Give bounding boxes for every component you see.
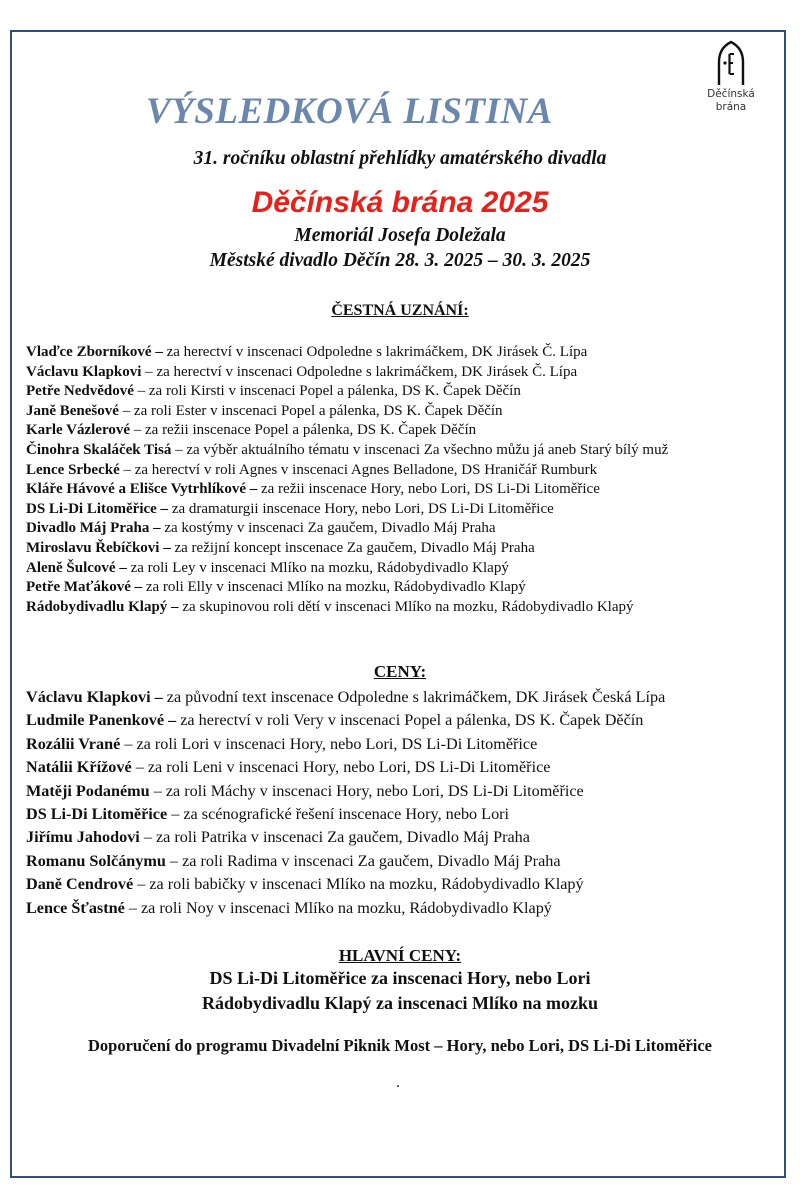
festival-logo bbox=[700, 40, 762, 130]
award-description: – za scénografické řešení inscenace Hory, nebo Lori bbox=[167, 805, 510, 824]
list-item bbox=[26, 363, 668, 383]
award-description: za režijní koncept inscenace Za gaučem, Divadlo Máj Praha bbox=[170, 539, 535, 556]
awardee-name: Ludmile Panenkové – bbox=[26, 711, 177, 730]
award-description: – za roli Kirsti v inscenaci Popel a pálenka, DS K. Čapek Děčín bbox=[133, 383, 521, 400]
logo-text-line2: brána bbox=[715, 101, 747, 113]
award-description: – za roli Máchy v inscenaci Hory, nebo Lori, DS Li-Di Litoměřice bbox=[149, 781, 584, 800]
awardee-name: Rozálii Vrané bbox=[26, 734, 121, 753]
main-prize-1: DS Li-Di Litoměřice za inscenaci Hory, nebo Lori bbox=[209, 968, 591, 988]
award-description: za skupinovou roli dětí v inscenaci Mlíko na mozku, Rádobydivadlo Klapý bbox=[178, 598, 634, 615]
awardee-name: Janě Benešové bbox=[26, 402, 119, 419]
list-item bbox=[26, 480, 668, 500]
award-description: – za herectví v roli Agnes v inscenaci Agnes Belladone, DS Hraničář Rumburk bbox=[119, 461, 598, 478]
award-description: za dramaturgii inscenace Hory, nebo Lori, DS Li-Di Litoměřice bbox=[168, 500, 554, 517]
award-description: za herectví v roli Very v inscenaci Popel a pálenka, DS K. Čapek Děčín bbox=[176, 711, 644, 730]
awardee-name: Václavu Klapkovi – bbox=[26, 688, 163, 706]
awardee-name: Petře Nedvědové bbox=[26, 383, 134, 400]
honorable-mentions-list bbox=[26, 343, 668, 617]
list-item bbox=[26, 709, 665, 732]
list-item bbox=[26, 756, 665, 779]
award-description: za roli Ley v inscenaci Mlíko na mozku, Rádobydivadlo Klapý bbox=[126, 559, 509, 576]
awardee-name: Divadlo Máj Praha – bbox=[26, 520, 161, 537]
list-item bbox=[26, 382, 668, 402]
festival-name: Děčínská brána 2025 bbox=[251, 186, 549, 219]
list-item bbox=[26, 826, 665, 849]
awardee-name: Jiřímu Jahodovi bbox=[26, 828, 140, 847]
awardee-name: Vlaďce Zborníkové – bbox=[26, 344, 163, 360]
list-item bbox=[26, 539, 668, 559]
list-item bbox=[26, 578, 668, 598]
awardee-name: Kláře Hávové a Elišce Vytrhlíkové – bbox=[26, 481, 258, 498]
logo-text-line1: Děčínská bbox=[707, 88, 755, 100]
gothic-arch-logo-icon bbox=[714, 40, 748, 86]
list-item bbox=[26, 686, 665, 709]
list-item bbox=[26, 441, 668, 461]
awardee-name: Daně Cendrové bbox=[26, 875, 134, 894]
award-description: – za režii inscenace Popel a pálenka, DS K. Čapek Děčín bbox=[130, 422, 477, 439]
award-description: – za roli Noy v inscenaci Mlíko na mozku, Rádobydivadlo Klapý bbox=[124, 898, 552, 917]
award-description: – za výběr aktuálního tématu v inscenaci Za všechno můžu já aneb Starý bílý muž bbox=[171, 441, 669, 458]
list-item bbox=[26, 780, 665, 803]
award-description: – za roli Radima v inscenaci Za gaučem, Divadlo Máj Praha bbox=[165, 851, 561, 870]
awardee-name: Matěji Podanému bbox=[26, 781, 150, 800]
main-prize-2: Rádobydivadlu Klapý za inscenaci Mlíko na mozku bbox=[201, 993, 599, 1013]
awardee-name: DS Li-Di Litoměřice – bbox=[26, 500, 169, 517]
awardee-name: Činohra Skaláček Tisá bbox=[26, 441, 172, 458]
list-item bbox=[26, 402, 668, 422]
awardee-name: Miroslavu Řebíčkovi – bbox=[26, 539, 171, 556]
award-description: za herectví v inscenaci Odpoledne s lakrimáčkem, DK Jirásek Č. Lípa bbox=[162, 344, 588, 360]
awardee-name: Romanu Solčánymu bbox=[26, 851, 166, 870]
trailing-mark: . bbox=[396, 1074, 400, 1091]
list-item bbox=[26, 598, 668, 618]
honorable-mentions-heading: ČESTNÁ UZNÁNÍ: bbox=[331, 302, 469, 319]
award-description: – za herectví v inscenaci Odpoledne s lakrimáčkem, DK Jirásek Č. Lípa bbox=[141, 363, 578, 380]
award-description: za režii inscenace Hory, nebo Lori, DS Li-Di Litoměřice bbox=[257, 481, 600, 498]
list-item bbox=[26, 519, 668, 539]
list-item bbox=[26, 897, 665, 920]
main-prizes-heading: HLAVNÍ CENY: bbox=[338, 946, 462, 965]
awardee-name: Lence Šťastné bbox=[26, 898, 125, 917]
awardee-name: Rádobydivadlu Klapý – bbox=[26, 598, 179, 615]
award-description: – za roli Patrika v inscenaci Za gaučem, Divadlo Máj Praha bbox=[139, 828, 530, 847]
subtitle: 31. ročníku oblastní přehlídky amatérského divadla bbox=[193, 148, 607, 169]
award-description: za roli Elly v inscenaci Mlíko na mozku, Rádobydivadlo Klapý bbox=[142, 579, 526, 596]
award-description: – za roli Lori v inscenaci Hory, nebo Lori, DS Li-Di Litoměřice bbox=[120, 734, 538, 753]
list-item bbox=[26, 873, 665, 896]
memorial-line: Memoriál Josefa Doležala bbox=[294, 225, 506, 246]
list-item bbox=[26, 559, 668, 579]
awardee-name: Aleně Šulcové – bbox=[26, 559, 127, 576]
list-item bbox=[26, 500, 668, 520]
list-item bbox=[26, 343, 668, 363]
prizes-heading: CENY: bbox=[373, 662, 427, 681]
award-description: – za roli babičky v inscenaci Mlíko na mozku, Rádobydivadlo Klapý bbox=[133, 875, 584, 894]
award-description: za původní text inscenace Odpoledne s lakrimáčkem, DK Jirásek Česká Lípa bbox=[162, 688, 666, 706]
list-item bbox=[26, 461, 668, 481]
award-description: – za roli Ester v inscenaci Popel a pálenka, DS K. Čapek Děčín bbox=[118, 402, 503, 419]
awardee-name: DS Li-Di Litoměřice bbox=[26, 805, 168, 824]
prizes-list bbox=[26, 686, 665, 920]
venue-dates: Městské divadlo Děčín 28. 3. 2025 – 30. 3. 2025 bbox=[209, 250, 591, 271]
list-item bbox=[26, 421, 668, 441]
awardee-name: Lence Srbecké bbox=[26, 461, 120, 478]
list-item bbox=[26, 803, 665, 826]
page-title: VÝSLEDKOVÁ LISTINA bbox=[146, 91, 553, 132]
awardee-name: Petře Maťákové – bbox=[26, 579, 143, 596]
awardee-name: Natálii Křížové bbox=[26, 758, 132, 777]
list-item bbox=[26, 850, 665, 873]
awardee-name: Karle Vázlerové bbox=[26, 422, 130, 439]
list-item bbox=[26, 733, 665, 756]
award-description: – za roli Leni v inscenaci Hory, nebo Lori, DS Li-Di Litoměřice bbox=[131, 758, 551, 777]
awardee-name: Václavu Klapkovi bbox=[26, 363, 142, 380]
award-description: za kostýmy v inscenaci Za gaučem, Divadlo Máj Praha bbox=[160, 520, 496, 537]
recommendation: Doporučení do programu Divadelní Piknik Most – Hory, nebo Lori, DS Li-Di Litoměřice bbox=[88, 1036, 712, 1055]
